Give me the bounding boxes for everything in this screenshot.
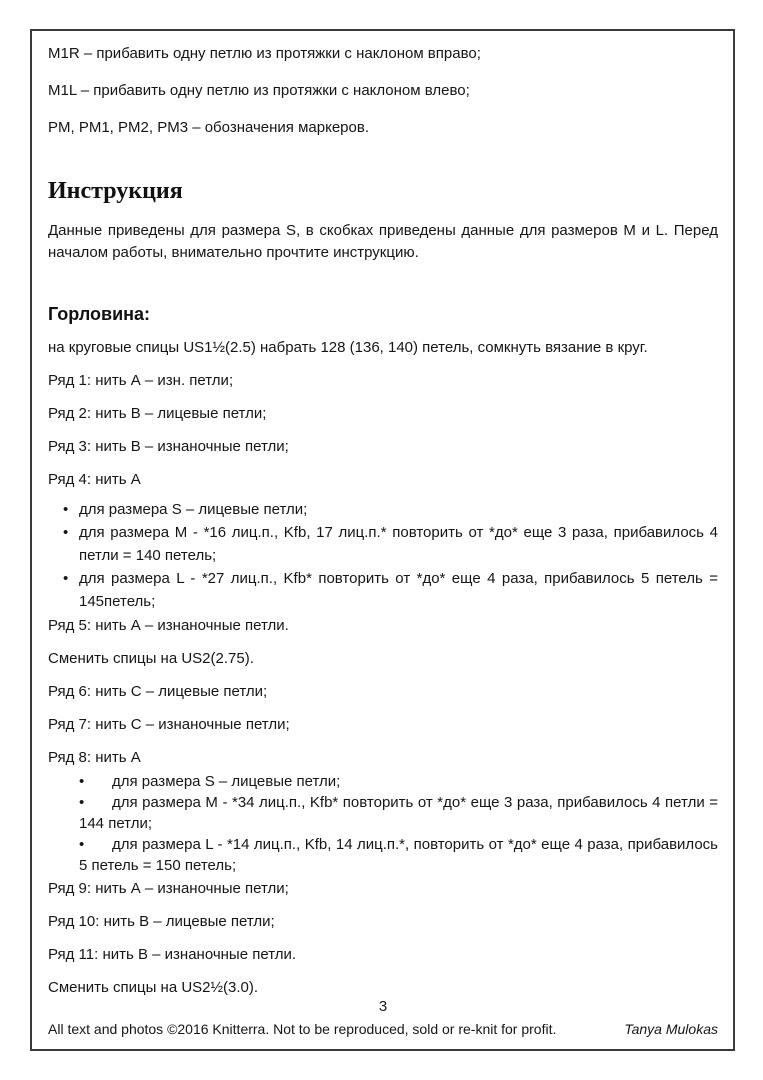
change-needles-line: Сменить спицы на US2(2.75). — [48, 650, 254, 667]
bullet-icon: • — [79, 773, 85, 790]
list-item — [48, 521, 718, 567]
row-7: Ряд 7: нить С – изнаночные петли; — [48, 716, 290, 733]
bullet-icon: • — [63, 524, 69, 541]
list-item — [48, 771, 718, 792]
bullet-icon: • — [79, 836, 85, 853]
list-item — [48, 792, 718, 834]
glossary-line-pm: PM, PM1, PM2, PM3 – обозначения маркеров. — [48, 119, 369, 136]
bullet-icon: • — [79, 794, 85, 811]
instruction-intro: Данные приведены для размера S, в скобках приведены данные для размеров M и L. Перед началом работы, внимательно прочтите инструкцию. — [48, 222, 718, 261]
bullet-icon: • — [63, 570, 69, 587]
page-number: 3 — [378, 998, 388, 1015]
list-item-text: для размера М - *34 лиц.п., Kfb* повторить от *до* еще 3 раза, прибавилось 4 петли = 144 петли; — [79, 794, 718, 832]
list-item-text: для размера S – лицевые петли; — [79, 501, 308, 518]
change-needles-line-2: Сменить спицы на US2½(3.0). — [48, 979, 259, 996]
row4-bullet-list — [48, 498, 718, 613]
list-item-text: для размера S – лицевые петли; — [112, 773, 341, 790]
author-name: Tanya Mulokas — [624, 1021, 718, 1037]
row8-bullet-list — [48, 771, 718, 876]
list-item — [48, 834, 718, 876]
list-item-text: для размера L - *14 лиц.п., Kfb, 14 лиц.п.*, повторить от *до* еще 4 раза, прибавилось 5 петель = 150 петель; — [79, 836, 718, 874]
page-footer — [48, 998, 718, 1039]
page-content — [32, 31, 733, 999]
list-item-text: для размера L - *27 лиц.п., Kfb* повторить от *до* еще 4 раза, прибавилось 5 петель = 145петель; — [79, 570, 718, 610]
list-item — [48, 498, 718, 521]
row-8: Ряд 8: нить А — [48, 749, 141, 766]
glossary-line-m1l: M1L – прибавить одну петлю из протяжки с наклоном влево; — [48, 82, 470, 99]
row-4: Ряд 4: нить А — [48, 471, 141, 488]
glossary-line-m1r: M1R – прибавить одну петлю из протяжки с наклоном вправо; — [48, 45, 481, 62]
row-2: Ряд 2: нить В – лицевые петли; — [48, 405, 267, 422]
bullet-icon: • — [63, 501, 69, 518]
section-title-neckline: Горловина: — [48, 304, 151, 324]
row-10: Ряд 10: нить В – лицевые петли; — [48, 913, 275, 930]
footer-row — [48, 1019, 718, 1039]
list-item-text: для размера М - *16 лиц.п., Kfb, 17 лиц.п.* повторить от *до* еще 3 раза, прибавилось 4 петли = 140 петель; — [79, 524, 718, 564]
copyright-text: All text and photos ©2016 Knitterra. Not to be reproduced, sold or re-knit for profit. — [48, 1021, 557, 1037]
row-6: Ряд 6: нить С – лицевые петли; — [48, 683, 268, 700]
list-item — [48, 567, 718, 613]
row-3: Ряд 3: нить В – изнаночные петли; — [48, 438, 289, 455]
row-5: Ряд 5: нить А – изнаночные петли. — [48, 617, 289, 634]
row-9: Ряд 9: нить А – изнаночные петли; — [48, 880, 289, 897]
row-11: Ряд 11: нить В – изнаночные петли. — [48, 946, 297, 963]
section-title-instruction: Инструкция — [48, 178, 183, 204]
row-1: Ряд 1: нить А – изн. петли; — [48, 372, 234, 389]
document-page — [30, 29, 735, 1051]
cast-on-line: на круговые спицы US1½(2.5) набрать 128 (136, 140) петель, сомкнуть вязание в круг. — [48, 339, 648, 356]
